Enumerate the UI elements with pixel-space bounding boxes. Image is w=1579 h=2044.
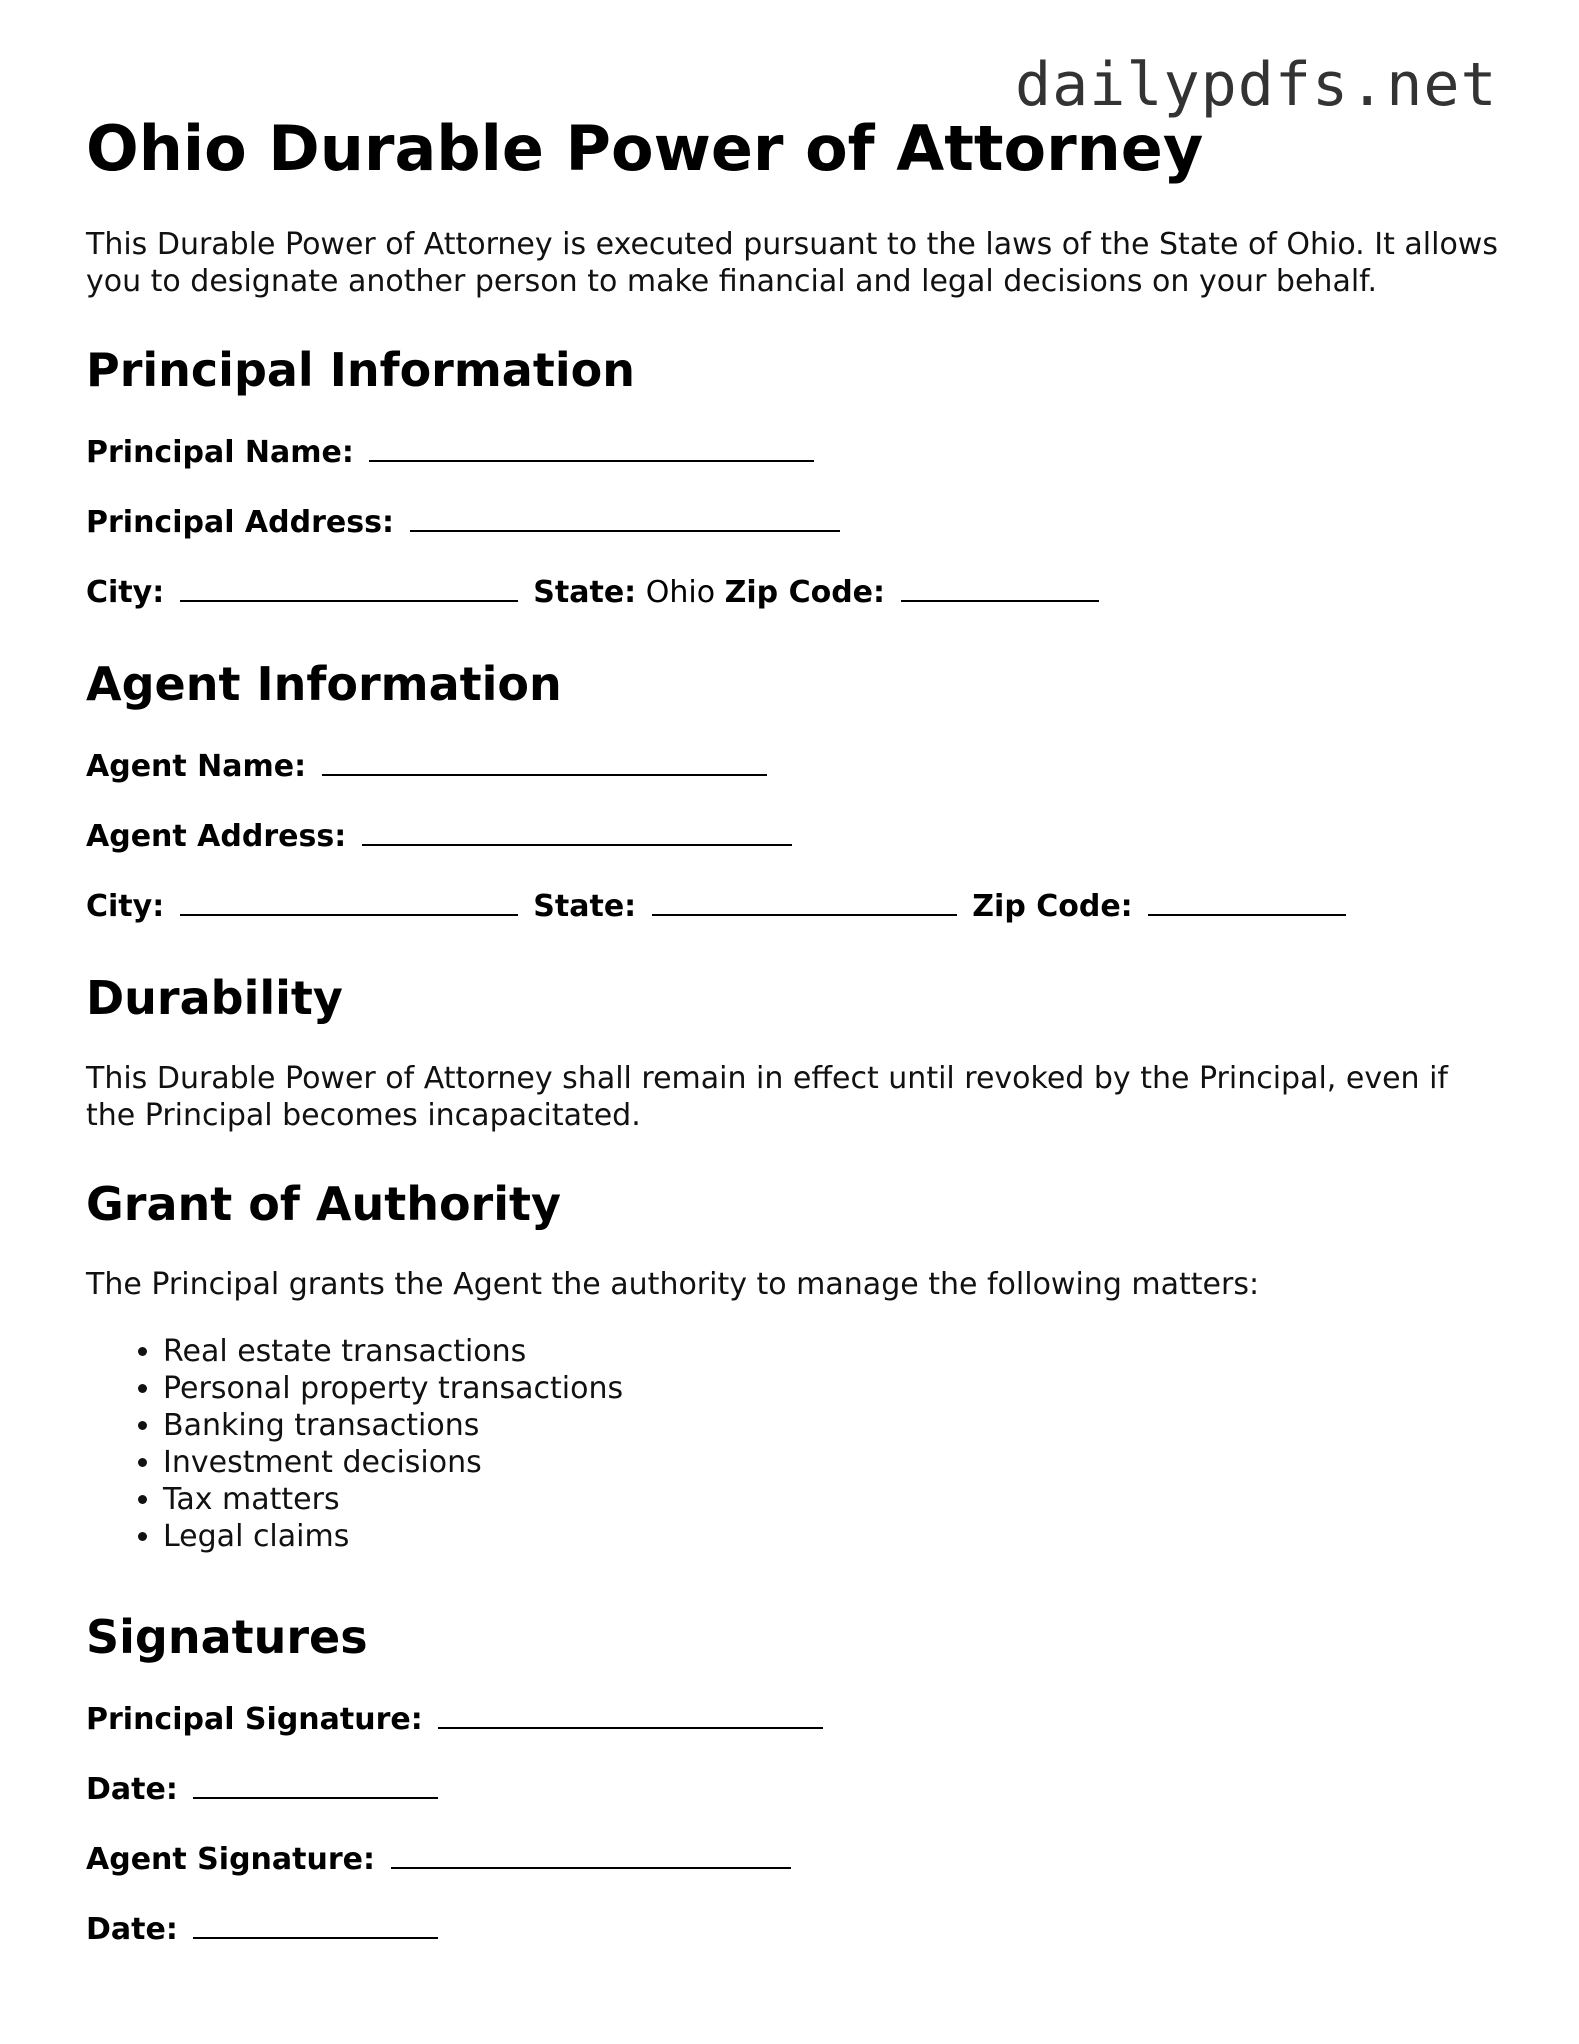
agent-signature-label: Agent Signature: <box>86 1842 375 1877</box>
principal-zip-label: Zip Code: <box>724 575 886 610</box>
principal-date-field[interactable] <box>193 1769 438 1799</box>
list-item: • Real estate transactions <box>163 1333 1506 1370</box>
principal-signature-label: Principal Signature: <box>86 1702 423 1737</box>
principal-city-field[interactable] <box>180 572 518 602</box>
principal-city-label: City: <box>86 575 165 610</box>
durability-heading: Durability <box>86 971 343 1025</box>
agent-zip-field[interactable] <box>1148 886 1346 916</box>
agent-section-heading: Agent Information <box>86 657 562 711</box>
agent-name-row <box>86 746 1506 786</box>
agent-city-label: City: <box>86 889 165 924</box>
agent-state-label: State: <box>533 889 637 924</box>
agent-name-field[interactable] <box>322 746 767 776</box>
principal-name-label: Principal Name: <box>86 435 354 470</box>
agent-date-row <box>86 1909 1506 1949</box>
principal-section-heading: Principal Information <box>86 343 635 397</box>
list-item: • Banking transactions <box>163 1407 1506 1444</box>
agent-address-label: Agent Address: <box>86 819 347 854</box>
principal-signature-field[interactable] <box>438 1699 823 1729</box>
agent-zip-label: Zip Code: <box>972 889 1133 924</box>
agent-city-field[interactable] <box>180 886 518 916</box>
durability-paragraph: This Durable Power of Attorney shall remain in effect until revoked by the Principal, even if the Principal becomes incapacitated. <box>86 1061 1448 1133</box>
agent-state-field[interactable] <box>652 886 957 916</box>
document-page <box>86 104 1506 1979</box>
principal-date-row <box>86 1769 1506 1809</box>
list-item: • Investment decisions <box>163 1444 1506 1481</box>
authority-heading: Grant of Authority <box>86 1177 561 1231</box>
agent-date-field[interactable] <box>193 1909 438 1939</box>
principal-location-row <box>86 572 1506 612</box>
principal-state-label: State: <box>533 575 637 610</box>
agent-date-label: Date: <box>86 1912 178 1947</box>
principal-signature-row <box>86 1699 1506 1739</box>
watermark: dailypdfs.net <box>1015 50 1498 120</box>
authority-list <box>86 1333 1506 1555</box>
document-title: Ohio Durable Power of Attorney <box>86 112 1204 185</box>
principal-address-row <box>86 502 1506 542</box>
principal-address-label: Principal Address: <box>86 505 394 540</box>
principal-address-field[interactable] <box>410 502 840 532</box>
agent-signature-row <box>86 1839 1506 1879</box>
principal-zip-field[interactable] <box>901 572 1099 602</box>
list-item: • Personal property transactions <box>163 1370 1506 1407</box>
agent-location-row <box>86 886 1506 926</box>
signatures-heading: Signatures <box>86 1610 368 1664</box>
agent-signature-field[interactable] <box>391 1839 791 1869</box>
agent-address-row <box>86 816 1506 856</box>
principal-name-row <box>86 432 1506 472</box>
authority-paragraph: The Principal grants the Agent the authority to manage the following matters: <box>86 1267 1260 1302</box>
principal-state-value: Ohio <box>645 575 716 610</box>
principal-name-field[interactable] <box>369 432 814 462</box>
agent-name-label: Agent Name: <box>86 749 307 784</box>
agent-address-field[interactable] <box>362 816 792 846</box>
list-item: • Legal claims <box>163 1518 1506 1555</box>
principal-date-label: Date: <box>86 1772 178 1807</box>
intro-paragraph: This Durable Power of Attorney is executed pursuant to the laws of the State of Ohio. It allows you to designate another person to make financial and legal decisions on your behalf. <box>86 227 1498 299</box>
list-item: • Tax matters <box>163 1481 1506 1518</box>
